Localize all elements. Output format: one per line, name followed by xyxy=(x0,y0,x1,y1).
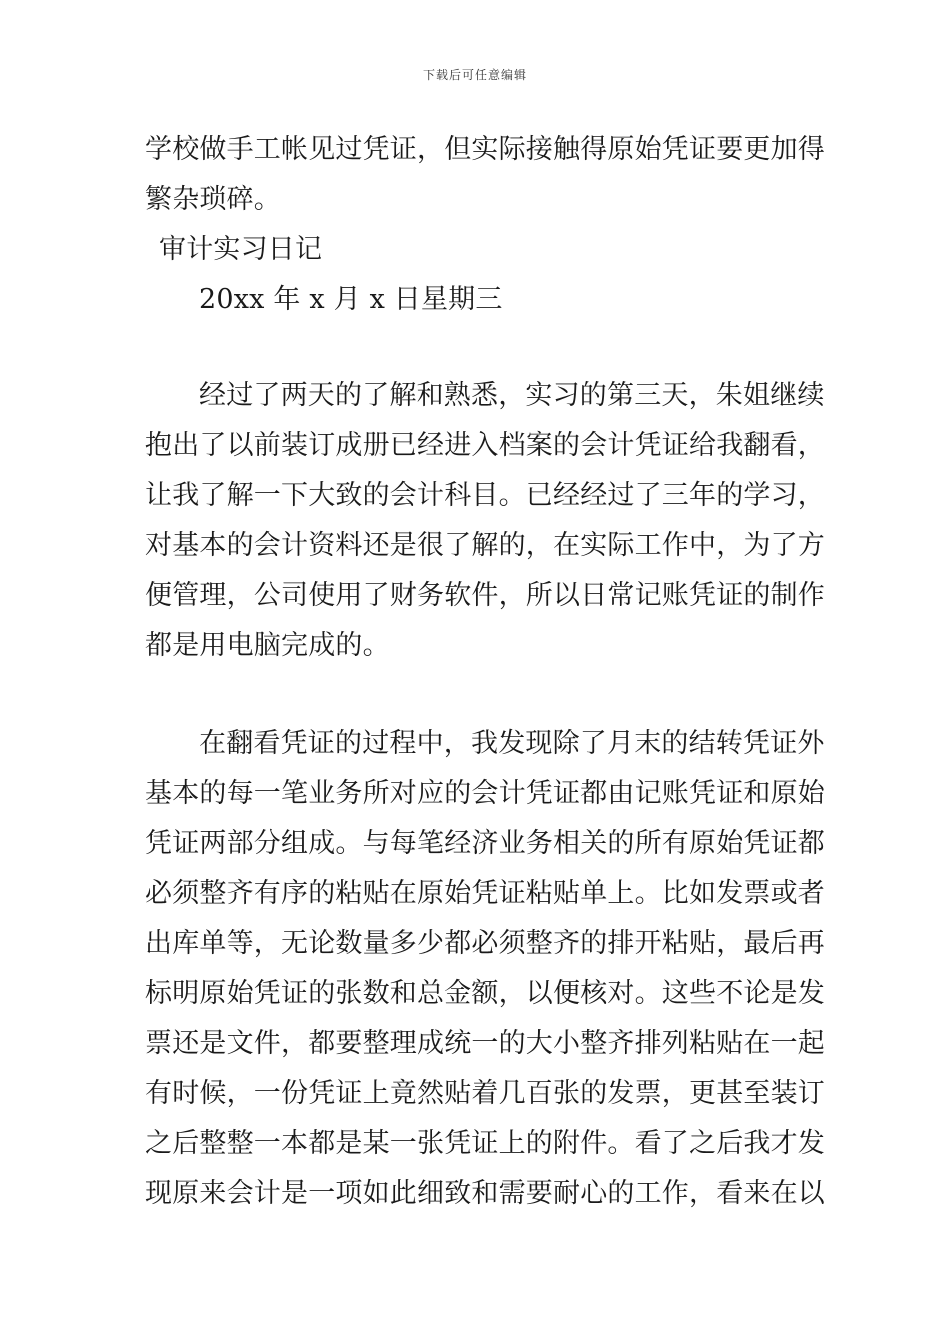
paragraph-line: 对基本的会计资料还是很了解的，在实际工作中，为了方 xyxy=(145,530,825,561)
paragraph-line: 繁杂琐碎。 xyxy=(145,184,281,215)
section-title: 审计实习日记 xyxy=(159,234,323,265)
paragraph-line: 经过了两天的了解和熟悉，实习的第三天，朱姐继续 xyxy=(199,380,825,411)
page-header-note: 下载后可任意编辑 xyxy=(422,68,527,82)
paragraph-line: 抱出了以前装订成册已经进入档案的会计凭证给我翻看， xyxy=(145,430,825,461)
paragraph-line: 之后整整一本都是某一张凭证上的附件。看了之后我才发 xyxy=(145,1128,825,1159)
paragraph-line: 便管理，公司使用了财务软件，所以日常记账凭证的制作 xyxy=(145,580,825,611)
paragraph-line: 必须整齐有序的粘贴在原始凭证粘贴单上。比如发票或者 xyxy=(145,878,825,909)
paragraph-line: 现原来会计是一项如此细致和需要耐心的工作，看来在以 xyxy=(145,1178,825,1209)
document-body xyxy=(145,125,825,1219)
paragraph-line: 出库单等，无论数量多少都必须整齐的排开粘贴，最后再 xyxy=(145,928,825,959)
paragraph-line: 让我了解一下大致的会计科目。已经经过了三年的学习， xyxy=(145,480,825,511)
paragraph-line: 凭证两部分组成。与每笔经济业务相关的所有原始凭证都 xyxy=(145,828,825,859)
paragraph-line: 标明原始凭证的张数和总金额，以便核对。这些不论是发 xyxy=(145,978,825,1009)
paragraph-line: 都是用电脑完成的。 xyxy=(145,630,390,661)
paragraph-line: 基本的每一笔业务所对应的会计凭证都由记账凭证和原始 xyxy=(145,778,825,809)
diary-date: 20xx 年 x 月 x 日星期三 xyxy=(199,284,503,315)
paragraph-line: 有时候，一份凭证上竟然贴着几百张的发票，更甚至装订 xyxy=(145,1078,825,1109)
paragraph-line: 在翻看凭证的过程中，我发现除了月末的结转凭证外 xyxy=(199,728,825,759)
paragraph-line: 学校做手工帐见过凭证，但实际接触得原始凭证要更加得 xyxy=(145,134,825,165)
paragraph-line: 票还是文件，都要整理成统一的大小整齐排列粘贴在一起 xyxy=(145,1028,825,1059)
